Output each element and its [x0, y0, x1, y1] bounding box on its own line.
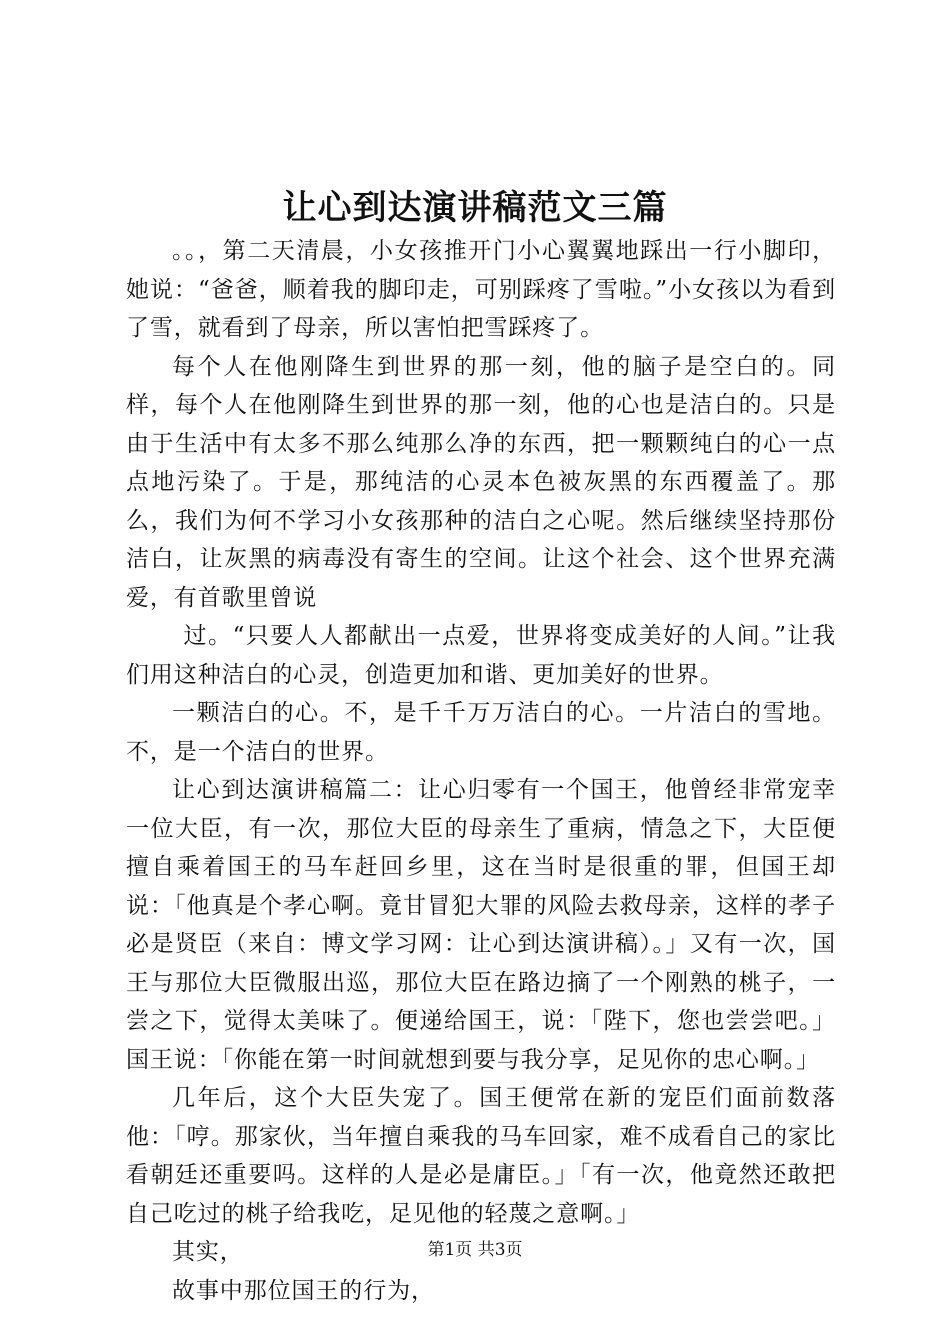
paragraph: 每个人在他刚降生到世界的那一刻，他的脑子是空白的。同样，每个人在他刚降生到世界的那一刻，他的心也是洁白的。只是由于生活中有太多不那么纯那么净的东西，把一颗颗纯白的心一点点地污染了。于是，那纯洁的心灵本色被灰黑的东西覆盖了。那么，我们为何不学习小女孩那种的洁白之心呢。然后继续坚持那份洁白，让灰黑的病毒没有寄生的空间。让这个社会、这个世界充满爱，有首歌里曾说	[126, 353, 836, 611]
page-number-footer: 第1页 共3页	[427, 1240, 523, 1260]
paragraph: 让心到达演讲稿篇二：让心归零有一个国王，他曾经非常宠幸一位大臣，有一次，那位大臣的母亲生了重病，情急之下，大臣便擅自乘着国王的马车赶回乡里，这在当时是很重的罪，但国王却说：「他真是个孝心啊。竟甘冒犯大罪的风险去救母亲，这样的孝子必是贤臣（来自：博文学习网：让心到达演讲稿）。」又有一次，国王与那位大臣微服出巡，那位大臣在路边摘了一个刚熟的桃子，一尝之下，觉得太美味了。便递给国王，说：「陛下，您也尝尝吧。」国王说：「你能在第一时间就想到要与我分享，足见你的忠心啊。」	[126, 777, 836, 1073]
paragraph: 过。“只要人人都献出一点爱，世界将变成美好的人间。”让我们用这种洁白的心灵，创造更加和谐、更加美好的世界。	[126, 623, 836, 688]
paragraph: 其实，	[172, 1239, 244, 1265]
paragraph: 几年后，这个大臣失宠了。国王便常在新的宠臣们面前数落他：「哼。那家伙，当年擅自乘我的马车回家，难不成看自己的家比看朝廷还重要吗。这样的人是必是庸臣。」「有一次，他竟然还敢把自己吃过的桃子给我吃，足见他的轻蔑之意啊。」	[126, 1085, 836, 1227]
paragraph: 一颗洁白的心。不，是千千万万洁白的心。一片洁白的雪地。不，是一个洁白的世界。	[126, 700, 836, 765]
document-title: 让心到达演讲稿范文三篇	[282, 188, 668, 228]
document-body	[126, 232, 836, 1310]
paragraph: 。。，第二天清晨，小女孩推开门小心翼翼地踩出一行小脚印，她说：“爸爸，顺着我的脚印走，可别踩疼了雪啦。”小女孩以为看到了雪，就看到了母亲，所以害怕把雪踩疼了。	[126, 238, 836, 341]
paragraph: 故事中那位国王的行为，	[172, 1277, 435, 1304]
